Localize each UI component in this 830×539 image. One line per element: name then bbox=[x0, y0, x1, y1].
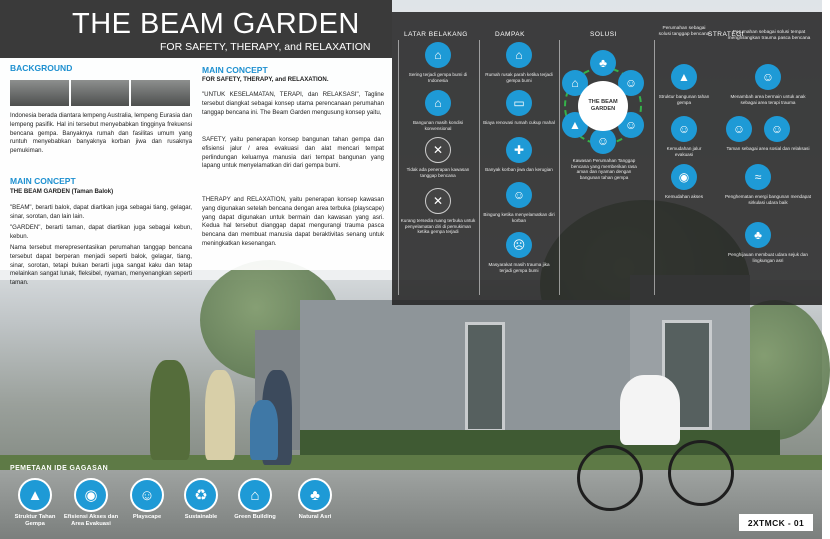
cycling-icon: ☺ bbox=[764, 116, 790, 142]
dampak-caption: Rumah rusak parah ketika terjadi gempa bumi bbox=[485, 72, 553, 83]
idea-label: Efisiensi Akses dan Area Evakuasi bbox=[63, 514, 119, 527]
sad-face-icon: ☹ bbox=[506, 232, 532, 258]
strategy-caption: Kemudahan akses bbox=[664, 194, 704, 199]
door bbox=[465, 322, 505, 432]
strategy-caption: Menambah area bermain untuk anak sebagai area terapi trauma bbox=[730, 94, 806, 105]
background-photos bbox=[10, 80, 190, 106]
background-text: Indonesia berada diantara lempeng Australia, lempeng Eurasia dan lempeng pasifik. Hal ini tersebut menyebabkan tingginya frekuensi bencana gempa. Banyaknya rumah dan fasilitas umum yang runtuh menyebabkan banyaknya korban jiwa dan rusaknya pemukiman. bbox=[10, 112, 192, 155]
family-icon: ☺ bbox=[618, 112, 644, 138]
latar-caption: Bangunan masih kondisi konvensional bbox=[412, 120, 464, 131]
column-heading-solusi: SOLUSI bbox=[590, 31, 617, 38]
latar-caption: Kurang tersedia ruang terbuka untuk penyelamatan diri di pemukiman ketika gempa terjadi bbox=[400, 218, 476, 235]
house-damage-icon: ⌂ bbox=[506, 42, 532, 68]
person bbox=[250, 400, 278, 460]
solution-center: THE BEAM GARDEN bbox=[578, 81, 628, 131]
playscape-icon: ☺ bbox=[130, 478, 164, 512]
column-heading-dampak: DAMPAK bbox=[495, 31, 525, 38]
victims-icon: ✚ bbox=[506, 137, 532, 163]
no-space-icon: ✕ bbox=[425, 137, 451, 163]
idea-label: Sustainable bbox=[184, 514, 218, 520]
person bbox=[205, 370, 235, 460]
tree-icon: ♣ bbox=[590, 50, 616, 76]
divider bbox=[398, 40, 399, 295]
no-evacuation-icon: ✕ bbox=[425, 188, 451, 214]
idea-label: Green Building bbox=[234, 514, 276, 520]
divider bbox=[559, 40, 560, 295]
strategy-heading-right: Perumahan sebagai solusi tempat menghilangkan trauma pasca bencana bbox=[727, 30, 811, 41]
idea-label: Natural Asri bbox=[298, 514, 332, 520]
person bbox=[150, 360, 190, 460]
photo bbox=[131, 80, 190, 106]
column-heading-latar: LATAR BELAKANG bbox=[404, 31, 468, 38]
concept-intro: "UNTUK KESELAMATAN, TERAPI, dan RELAKSASI", Tagline tersebut diangkat sebagai konsep utama perencanaan perumahan tanggap bencana ini. The Beam Garden mengusung konsep yaitu, bbox=[202, 91, 384, 116]
sheet-code: 2XTMCK - 01 bbox=[739, 514, 813, 531]
house-icon: ⌂ bbox=[425, 90, 451, 116]
beam-text: "BEAM", berarti balok, dapat diartikan juga sebagai tiang, gelagar, sinar, sorotan, dan lain lain. bbox=[10, 204, 192, 220]
divider bbox=[654, 40, 655, 295]
evacuation-icon: ☺ bbox=[671, 116, 697, 142]
column-heading-strategi: STRATEGI bbox=[708, 31, 745, 38]
strategy-heading-left: Perumahan sebagai solusi tanggap bencana bbox=[658, 26, 710, 37]
map-pin-icon: ◉ bbox=[671, 164, 697, 190]
latar-caption: Sering terjadi gempa bumi di Indonesia bbox=[408, 72, 468, 83]
strategy-caption: Penghematan energi bangunan mendapat sirkulasi udara baik bbox=[724, 194, 812, 205]
strategy-caption: Kemudahan jalur evakuasi bbox=[666, 146, 702, 157]
garden-text: "GARDEN", berarti taman, dapat diartikan juga sebagai kebun, kebun. bbox=[10, 224, 192, 240]
main-concept-heading-2: MAIN CONCEPT bbox=[202, 65, 268, 75]
green-building-icon: ⌂ bbox=[238, 478, 272, 512]
text-panel bbox=[0, 58, 392, 287]
dampak-caption: Bingung ketika menyelamatkan diri korban bbox=[483, 212, 555, 223]
page-title: THE BEAM GARDEN bbox=[72, 8, 360, 40]
idea-label: Playscape bbox=[132, 514, 162, 520]
photo bbox=[10, 80, 69, 106]
wind-icon: ≈ bbox=[745, 164, 771, 190]
solution-caption: Kawasan Perumahan Tanggap bencana yang memberikan rasa aman dan nyaman dengan bangunan tahan gempa bbox=[571, 158, 637, 180]
family-icon: ☺ bbox=[726, 116, 752, 142]
bicycle-wheel bbox=[668, 440, 734, 506]
safety-text: SAFETY, yaitu penerapan konsep bangunan tahan gempa dan efisiensi jalur / area evakuasi dan alat mencari tempat perlindungan keluarnya manusia dari tempat bangunan yang lapang untuk menyelamatkan diri dari gempa bumi. bbox=[202, 136, 384, 170]
house-shake-icon: ⌂ bbox=[425, 42, 451, 68]
location-icon: ◉ bbox=[74, 478, 108, 512]
divider bbox=[479, 40, 480, 295]
dampak-caption: Biaya renovasi rumah cukup mahal bbox=[483, 120, 555, 125]
main-concept-subheading: THE BEAM GARDEN (Taman Balok) bbox=[10, 188, 114, 195]
structure-icon: ▲ bbox=[562, 112, 588, 138]
evacuation-icon: ☺ bbox=[590, 128, 616, 154]
concept-diagram-panel bbox=[392, 12, 822, 305]
strategy-caption: Penghijauan membuat udara sejuk dan lingkungan asri bbox=[728, 252, 808, 263]
tree-icon: ♣ bbox=[745, 222, 771, 248]
structure-icon: ▲ bbox=[671, 64, 697, 90]
main-concept-heading: MAIN CONCEPT bbox=[10, 176, 76, 186]
running-icon: ☺ bbox=[506, 182, 532, 208]
playscape-icon: ☺ bbox=[618, 70, 644, 96]
wallet-icon: ▭ bbox=[506, 90, 532, 116]
house-icon: ⌂ bbox=[562, 70, 588, 96]
dampak-caption: Banyak korban jiwa dan kerugian bbox=[485, 167, 553, 172]
name-text: Nama tersebut merepresentasikan perumahan tanggap bencana tersebut dapat berperan menjadi seperti balok, gelagar, tiang, sinar, sorotan, tetapi bukan berarti juga sangat kaku dan tetap melainkan sangat lunak, fleksibel, nyaman, menyenangkan seperti taman. bbox=[10, 244, 192, 287]
strategy-caption: Struktur bangunan tahan gempa bbox=[658, 94, 710, 105]
bicycle-wheel bbox=[577, 445, 643, 511]
structure-icon: ▲ bbox=[18, 478, 52, 512]
natural-icon: ♣ bbox=[298, 478, 332, 512]
background-heading: BACKGROUND bbox=[10, 63, 73, 73]
sustainable-icon: ♻ bbox=[184, 478, 218, 512]
dampak-caption: Masyarakat masih trauma jika terjadi gempa bumi bbox=[488, 262, 550, 273]
title-bar bbox=[0, 0, 392, 58]
strategy-caption: Taman sebagai area sosial dan relaksasi bbox=[726, 146, 810, 151]
cyclist bbox=[620, 375, 680, 445]
page-subtitle: FOR SAFETY, THERAPY, and RELAXATION bbox=[160, 41, 371, 53]
main-concept-tagline: FOR SAFETY, THERAPY, and RELAXATION. bbox=[202, 76, 329, 83]
playscape-icon: ☺ bbox=[755, 64, 781, 90]
photo bbox=[71, 80, 130, 106]
idea-label: Struktur Tahan Gempa bbox=[14, 514, 56, 527]
idea-map-heading: PEMETAAN IDE GAGASAN bbox=[10, 465, 109, 472]
latar-caption: Tidak ada penerapan kawasan tanggap bencana bbox=[406, 167, 470, 178]
therapy-text: THERAPY and RELAXATION, yaitu penerapan konsep kawasan yang digunakan setelah bencana dengan area terbuka (playscape) yang dapat digunakan untuk bermain dan kawasan yang asri. Kedua hal tersebut dianggap dapat mengurangi trauma pasca bencana dan membuat manusia dapat beraktivitas senang untuk meningkatkan kesenangan. bbox=[202, 196, 384, 247]
